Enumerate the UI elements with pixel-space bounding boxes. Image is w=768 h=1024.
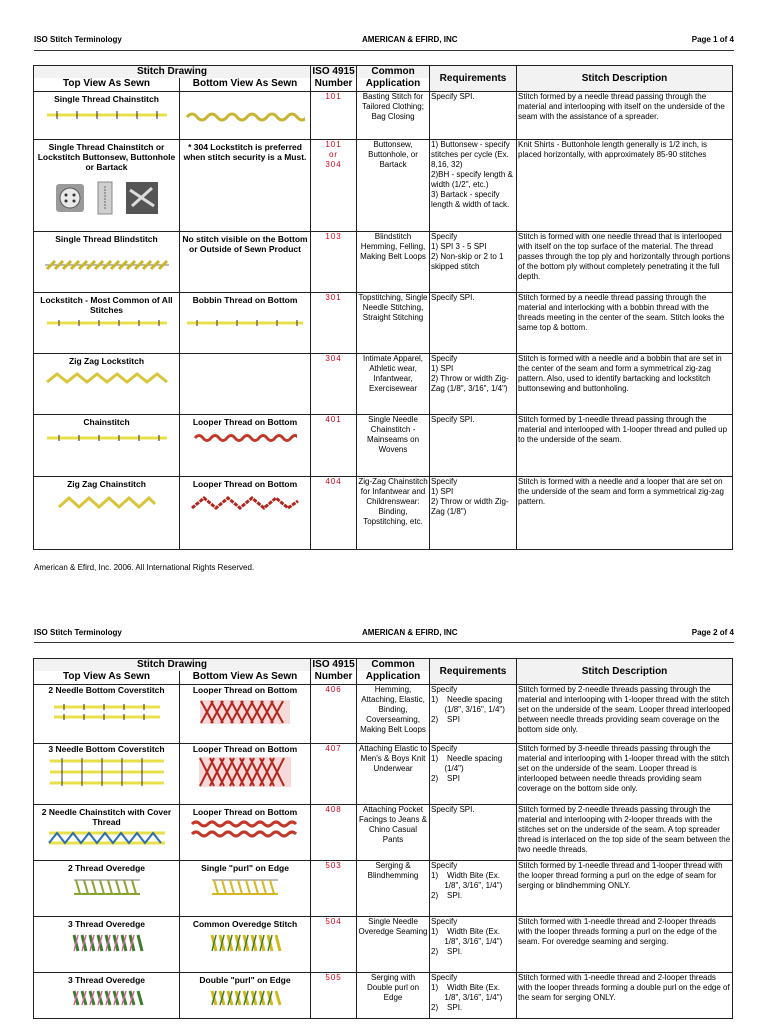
- bottom-view-name: * 304 Lockstitch is preferred when stitch security is a Must.: [183, 142, 307, 162]
- common-application: Topstitching, Single Needle Stitching, Straight Stitching: [357, 293, 430, 354]
- top-view-name: 2 Thread Overedge: [67, 863, 145, 873]
- common-application: Buttonsew, Buttonhole, or Bartack: [357, 140, 430, 232]
- common-application: Hemming, Attaching, Elastic, Binding, Coverseaming, Making Belt Loops: [357, 685, 430, 744]
- col-iso-line1: ISO 4915: [312, 659, 355, 670]
- col-bottom-view: Bottom View As Sewn: [180, 78, 311, 92]
- requirements: Specify SPI.: [430, 415, 517, 477]
- iso-number: 304: [311, 354, 357, 415]
- col-app-line1: Common: [357, 659, 430, 671]
- col-description: Stitch Description: [517, 66, 733, 92]
- requirements: 1) Buttonsew - specify stitches per cycle (Ex. 8,16, 32) 2)BH - specify length & width (1/2", etc.) 3) Bartack - specify length & width of tack.: [430, 140, 517, 232]
- requirements: Specify 1) Width Bite (Ex. 1/8", 3/16", 1/4") 2) SPI.: [430, 917, 517, 973]
- requirements: Specify SPI.: [430, 805, 517, 861]
- top-view-name: Lockstitch - Most Common of All Stitches: [40, 295, 173, 315]
- page2-header: [34, 628, 734, 642]
- table-row: [34, 973, 733, 1019]
- table-row: [34, 917, 733, 973]
- col-bottom-view: Bottom View As Sewn: [180, 671, 311, 685]
- stitch-503-bottom-icon: [210, 877, 280, 895]
- stitch-401-bottom-icon: [193, 433, 297, 443]
- stitch-description: Stitch formed by 2-needle threads passing through the material and interlooping with 1-looper thread with the stitch set on the underside of the seam. Looper thread interlooped between needle threads providing seam coverage on the bottom side only.: [517, 685, 733, 744]
- bottom-view-name: Looper Thread on Bottom: [192, 685, 298, 695]
- top-view-name: Zig Zag Chainstitch: [67, 479, 146, 489]
- stitch-description: Stitch formed with 1-needle thread and 2-looper threads with the looper threads forming a double purl on the edge of the seam for serging ONLY.: [517, 973, 733, 1019]
- top-view-name: 3 Needle Bottom Coverstitch: [48, 744, 165, 754]
- stitch-505-bottom-icon: [208, 989, 282, 1007]
- iso-number: 407: [311, 744, 357, 805]
- common-application: Zig-Zag Chainstitch for Infantwear and Childrenswear: Binding, Topstitching, etc.: [357, 477, 430, 550]
- col-iso-line1: ISO 4915: [312, 66, 355, 77]
- stitch-description: Stitch is formed with one needle thread that is interlooped with itself on the top surface of the material. The thread passes through the top ply and horizontally through portions of the bottom ply without completely penetrating it the full depth.: [517, 232, 733, 293]
- iso-number: 408: [311, 805, 357, 861]
- col-stitch-drawing: Stitch Drawing: [34, 659, 311, 671]
- iso-number: 504: [311, 917, 357, 973]
- top-view-name: Single Thread Chainstitch or Lockstitch Buttonsew, Buttonhole or Bartack: [37, 142, 176, 172]
- col-requirements: Requirements: [430, 66, 517, 92]
- bottom-view-name: Single "purl" on Edge: [201, 863, 289, 873]
- col-iso-line2: Number: [311, 78, 357, 92]
- iso-number: 503: [311, 861, 357, 917]
- table-row: [34, 805, 733, 861]
- bottom-view-name: Double "purl" on Edge: [199, 975, 291, 985]
- stitch-description: Stitch formed by a needle thread passing through the material and interlocking with a bobbin thread with the threads meeting in the center of the seam. Stitch looks the same top & bottom.: [517, 293, 733, 354]
- common-application: Attaching Elastic to Men's & Boys Knit Underwear: [357, 744, 430, 805]
- common-application: Single Needle Chainstitch - Mainseams on Wovens: [357, 415, 430, 477]
- col-top-view: Top View As Sewn: [34, 78, 180, 92]
- table-row: [34, 477, 733, 550]
- requirements: Specify 1) Width Bite (Ex. 1/8", 3/16", 1/4") 2) SPI.: [430, 973, 517, 1019]
- table-row: [34, 685, 733, 744]
- table-row: [34, 861, 733, 917]
- table-row: [34, 92, 733, 140]
- stitch-401-top-icon: [45, 434, 169, 442]
- stitch-103-top-icon: [43, 258, 171, 272]
- stitch-description: Stitch formed by 1-needle thread and 1-looper thread with the looper thread forming a purl on the edge of seam for serging or blindhemming ONLY.: [517, 861, 733, 917]
- header-page-number: Page 2 of 4: [691, 628, 734, 637]
- common-application: Serging & Blindhemming: [357, 861, 430, 917]
- common-application: Blindstitch Hemming, Felling, Making Belt Loops: [357, 232, 430, 293]
- top-view-name: Single Thread Blindstitch: [55, 234, 158, 244]
- table-row: [34, 354, 733, 415]
- iso-number: 401: [311, 415, 357, 477]
- stitch-description: Stitch formed by a needle thread passing through the material and interlooping with itself on the underside of the seam with the assistance of a spreader.: [517, 92, 733, 140]
- bottom-view-name: No stitch visible on the Bottom or Outside of Sewn Product: [182, 234, 308, 254]
- bottom-view-name: Looper Thread on Bottom: [192, 744, 298, 754]
- col-app-line1: Common: [357, 66, 430, 78]
- requirements: Specify SPI.: [430, 293, 517, 354]
- col-iso-line2: Number: [311, 671, 357, 685]
- stitch-503-top-icon: [72, 877, 142, 895]
- top-view-name: 2 Needle Chainstitch with Cover Thread: [41, 807, 172, 827]
- header-center: AMERICAN & EFIRD, INC: [362, 628, 458, 637]
- stitch-description: Stitch formed by 1-needle thread passing through the material and interlooped with 1-looper thread and pulled up to the underside of the seam.: [517, 415, 733, 477]
- iso-number: 301: [311, 293, 357, 354]
- stitch-407-bottom-icon: [198, 756, 292, 788]
- stitch-504-bottom-icon: [208, 933, 282, 953]
- top-view-name: Chainstitch: [83, 417, 130, 427]
- iso-number: 404: [311, 477, 357, 550]
- col-app-line2: Application: [357, 78, 430, 92]
- common-application: Attaching Pocket Facings to Jeans & Chino Casual Pants: [357, 805, 430, 861]
- iso-number: 101 or 304: [311, 140, 357, 232]
- iso-number: 103: [311, 232, 357, 293]
- header-center: AMERICAN & EFIRD, INC: [362, 35, 458, 44]
- stitch-description: Knit Shirts - Buttonhole length generally is 1/2 inch, is placed horizontally, with approximately 85-90 stitches: [517, 140, 733, 232]
- requirements: Specify 1) Needle spacing (1/8", 3/16", 1/4") 2) SPI: [430, 685, 517, 744]
- col-requirements: Requirements: [430, 659, 517, 685]
- top-view-name: 2 Needle Bottom Coverstitch: [48, 685, 165, 695]
- stitch-505-top-icon: [70, 989, 144, 1007]
- bottom-view-name: Bobbin Thread on Bottom: [192, 295, 298, 305]
- col-top-view: Top View As Sewn: [34, 671, 180, 685]
- top-view-name: Single Thread Chainstitch: [54, 94, 159, 104]
- stitch-301-bottom-icon: [185, 319, 305, 327]
- requirements: Specify 1) Needle spacing (1/4") 2) SPI: [430, 744, 517, 805]
- common-application: Basting Stitch for Tailored Clothing; Bag Closing: [357, 92, 430, 140]
- requirements: Specify 1) Width Bite (Ex. 1/8", 3/16", 1/4") 2) SPI.: [430, 861, 517, 917]
- top-view-name: 3 Thread Overedge: [67, 919, 145, 929]
- stitch-101-top-icon: [45, 110, 169, 120]
- stitch-description: Stitch formed with 1-needle thread and 2-looper threads with the looper threads forming a purl on the edge of the seam. For overedge seaming and serging.: [517, 917, 733, 973]
- header-page-number: Page 1 of 4: [691, 35, 734, 44]
- stitch-404-bottom-icon: [190, 495, 300, 511]
- page2-stitch-table: [33, 658, 733, 1019]
- header-left: ISO Stitch Terminology: [34, 35, 122, 44]
- col-description: Stitch Description: [517, 659, 733, 685]
- header-rule: [34, 642, 734, 643]
- bottom-view-name: Common Overedge Stitch: [192, 919, 298, 929]
- top-view-name: 3 Thread Overedge: [67, 975, 145, 985]
- header-left: ISO Stitch Terminology: [34, 628, 122, 637]
- copyright-footer: American & Efird, Inc. 2006. All International Rights Reserved.: [34, 563, 255, 572]
- stitch-407-top-icon: [48, 756, 166, 788]
- bottom-view-name: Looper Thread on Bottom: [192, 479, 298, 489]
- header-rule: [34, 50, 734, 51]
- bottom-view-name: Looper Thread on Bottom: [192, 807, 298, 817]
- common-application: Single Needle Overedge Seaming: [357, 917, 430, 973]
- common-application: Serging with Double purl on Edge: [357, 973, 430, 1019]
- stitch-description: Stitch is formed with a needle and a looper that are set on the underside of the seam and form a symmetrical zig-zag pattern.: [517, 477, 733, 550]
- stitch-description: Stitch formed by 2-needle threads passing through the material and interlooping with 2-looper threads with the stitches set on the underside of the seam. A top spreader thread is interlaced on the top side of the seam between the two needle threads.: [517, 805, 733, 861]
- iso-number: 101: [311, 92, 357, 140]
- top-view-name: Zig Zag Lockstitch: [68, 356, 145, 366]
- stitch-description: Stitch is formed with a needle and a bobbin that are set in the center of the seam and form a symmetrical zig-zag pattern. Also, used to identify bartacking and lockstitch buttonsewing and buttonholing.: [517, 354, 733, 415]
- requirements: Specify 1) SPI 3 - 5 SPI 2) Non-skip or 2 to 1 skipped stitch: [430, 232, 517, 293]
- stitch-406-bottom-icon: [199, 699, 291, 725]
- stitch-408-bottom-icon: [190, 819, 300, 839]
- stitch-101-bottom-icon: [185, 112, 305, 122]
- col-stitch-drawing: Stitch Drawing: [34, 66, 311, 78]
- col-app-line2: Application: [357, 671, 430, 685]
- stitch-406-top-icon: [52, 701, 162, 723]
- requirements: Specify 1) SPI 2) Throw or width Zig-Zag (1/8", 3/16", 1/4"): [430, 354, 517, 415]
- table-row: [34, 744, 733, 805]
- requirements: Specify SPI.: [430, 92, 517, 140]
- iso-number: 505: [311, 973, 357, 1019]
- iso-number: 406: [311, 685, 357, 744]
- table-row: [34, 232, 733, 293]
- table-row: [34, 415, 733, 477]
- buttonsew-buttonhole-bartack-icon: [52, 178, 162, 218]
- table-row: [34, 293, 733, 354]
- bottom-view-name: Looper Thread on Bottom: [192, 417, 298, 427]
- stitch-301-top-icon: [45, 319, 169, 327]
- table-row: [34, 140, 733, 232]
- page1-stitch-table: [33, 65, 733, 550]
- stitch-description: Stitch formed by 3-needle threads passing through the material and interlooping with 1-looper thread with the stitch set on the underside of the seam. Looper thread is interlooped between needle threads providing seam coverage on the bottom side only.: [517, 744, 733, 805]
- stitch-504-top-icon: [70, 933, 144, 953]
- page1-header: [34, 35, 734, 49]
- stitch-408-top-icon: [47, 829, 167, 847]
- requirements: Specify 1) SPI 2) Throw or width Zig-Zag (1/8"): [430, 477, 517, 550]
- stitch-404-top-icon: [57, 495, 157, 509]
- common-application: Intimate Apparel, Athletic wear, Infantwear, Exercisewear: [357, 354, 430, 415]
- stitch-304-top-icon: [45, 372, 169, 384]
